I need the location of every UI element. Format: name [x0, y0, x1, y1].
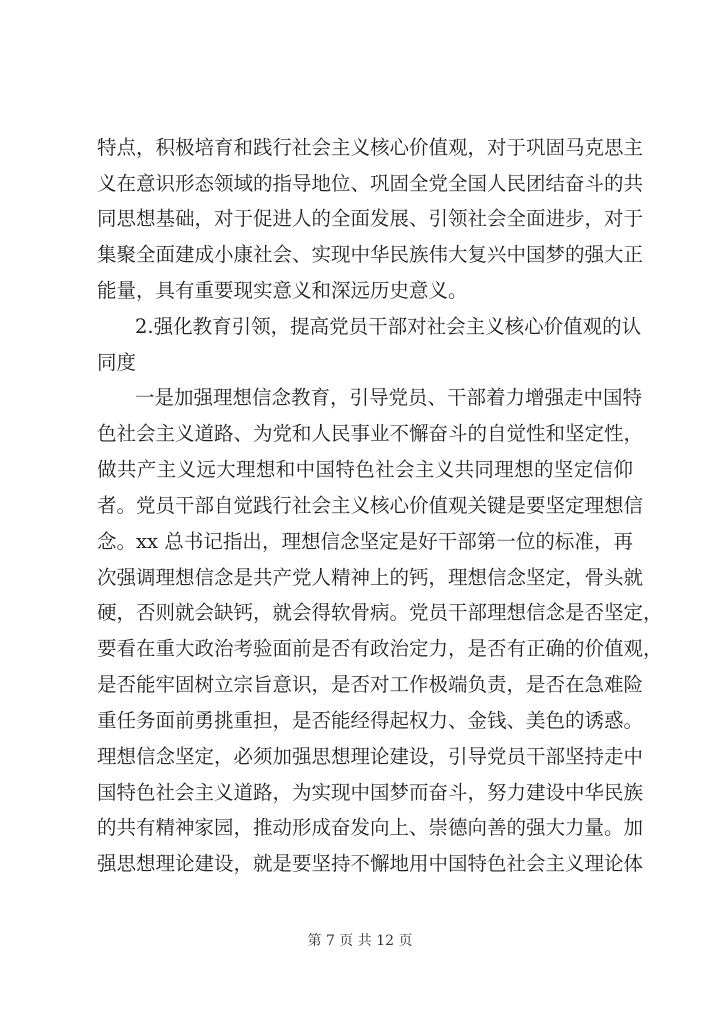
body-text-line: 义在意识形态领域的指导地位、巩固全党全国人民团结奋斗的共 [97, 172, 644, 195]
body-text-line: 要看在重大政治考验面前是否有政治定力，是否有正确的价值观， [97, 637, 663, 660]
body-text-line: 者。党员干部自觉践行社会主义核心价值观关键是要坚定理想信 [97, 494, 644, 517]
section-heading-line: 2.强化教育引领，提高党员干部对社会主义核心价值观的认 [135, 315, 642, 338]
body-text-line: 重任务面前勇挑重担，是否能经得起权力、金钱、美色的诱惑。 [97, 709, 644, 732]
body-text-line: 念。xx 总书记指出，理想信念坚定是好干部第一位的标准，再 [97, 530, 633, 553]
body-text-line: 做共产主义远大理想和中国特色社会主义共同理想的坚定信仰 [97, 458, 633, 481]
body-text-line: 能量，具有重要现实意义和深远历史意义。 [97, 279, 468, 302]
body-text-line: 集聚全面建成小康社会、实现中华民族伟大复兴中国梦的强大正 [97, 243, 644, 266]
body-text-line: 是否能牢固树立宗旨意识，是否对工作极端负责，是否在急难险 [97, 673, 644, 696]
section-heading-line: 同度 [97, 351, 137, 374]
body-text-line: 次强调理想信念是共产党人精神上的钙，理想信念坚定，骨头就 [97, 566, 644, 589]
page-number-footer: 第 7 页 共 12 页 [307, 933, 413, 949]
body-text-line: 的共有精神家园，推动形成奋发向上、崇德向善的强大力量。加 [97, 816, 644, 839]
body-text-line: 硬，否则就会缺钙，就会得软骨病。党员干部理想信念是否坚定， [97, 601, 663, 624]
body-text-line: 特点，积极培育和践行社会主义核心价值观，对于巩固马克思主 [97, 136, 644, 159]
body-text-line: 色社会主义道路、为党和人民事业不懈奋斗的自觉性和坚定性， [97, 422, 644, 445]
body-text-line: 理想信念坚定，必须加强思想理论建设，引导党员干部坚持走中 [97, 745, 644, 768]
body-text-line: 强思想理论建设，就是要坚持不懈地用中国特色社会主义理论体 [97, 852, 644, 875]
body-text-line: 同思想基础，对于促进人的全面发展、引领社会全面进步，对于 [97, 207, 644, 230]
body-text-line: 一是加强理想信念教育，引导党员、干部着力增强走中国特 [135, 386, 643, 409]
body-text-line: 国特色社会主义道路，为实现中国梦而奋斗，努力建设中华民族 [97, 781, 644, 804]
